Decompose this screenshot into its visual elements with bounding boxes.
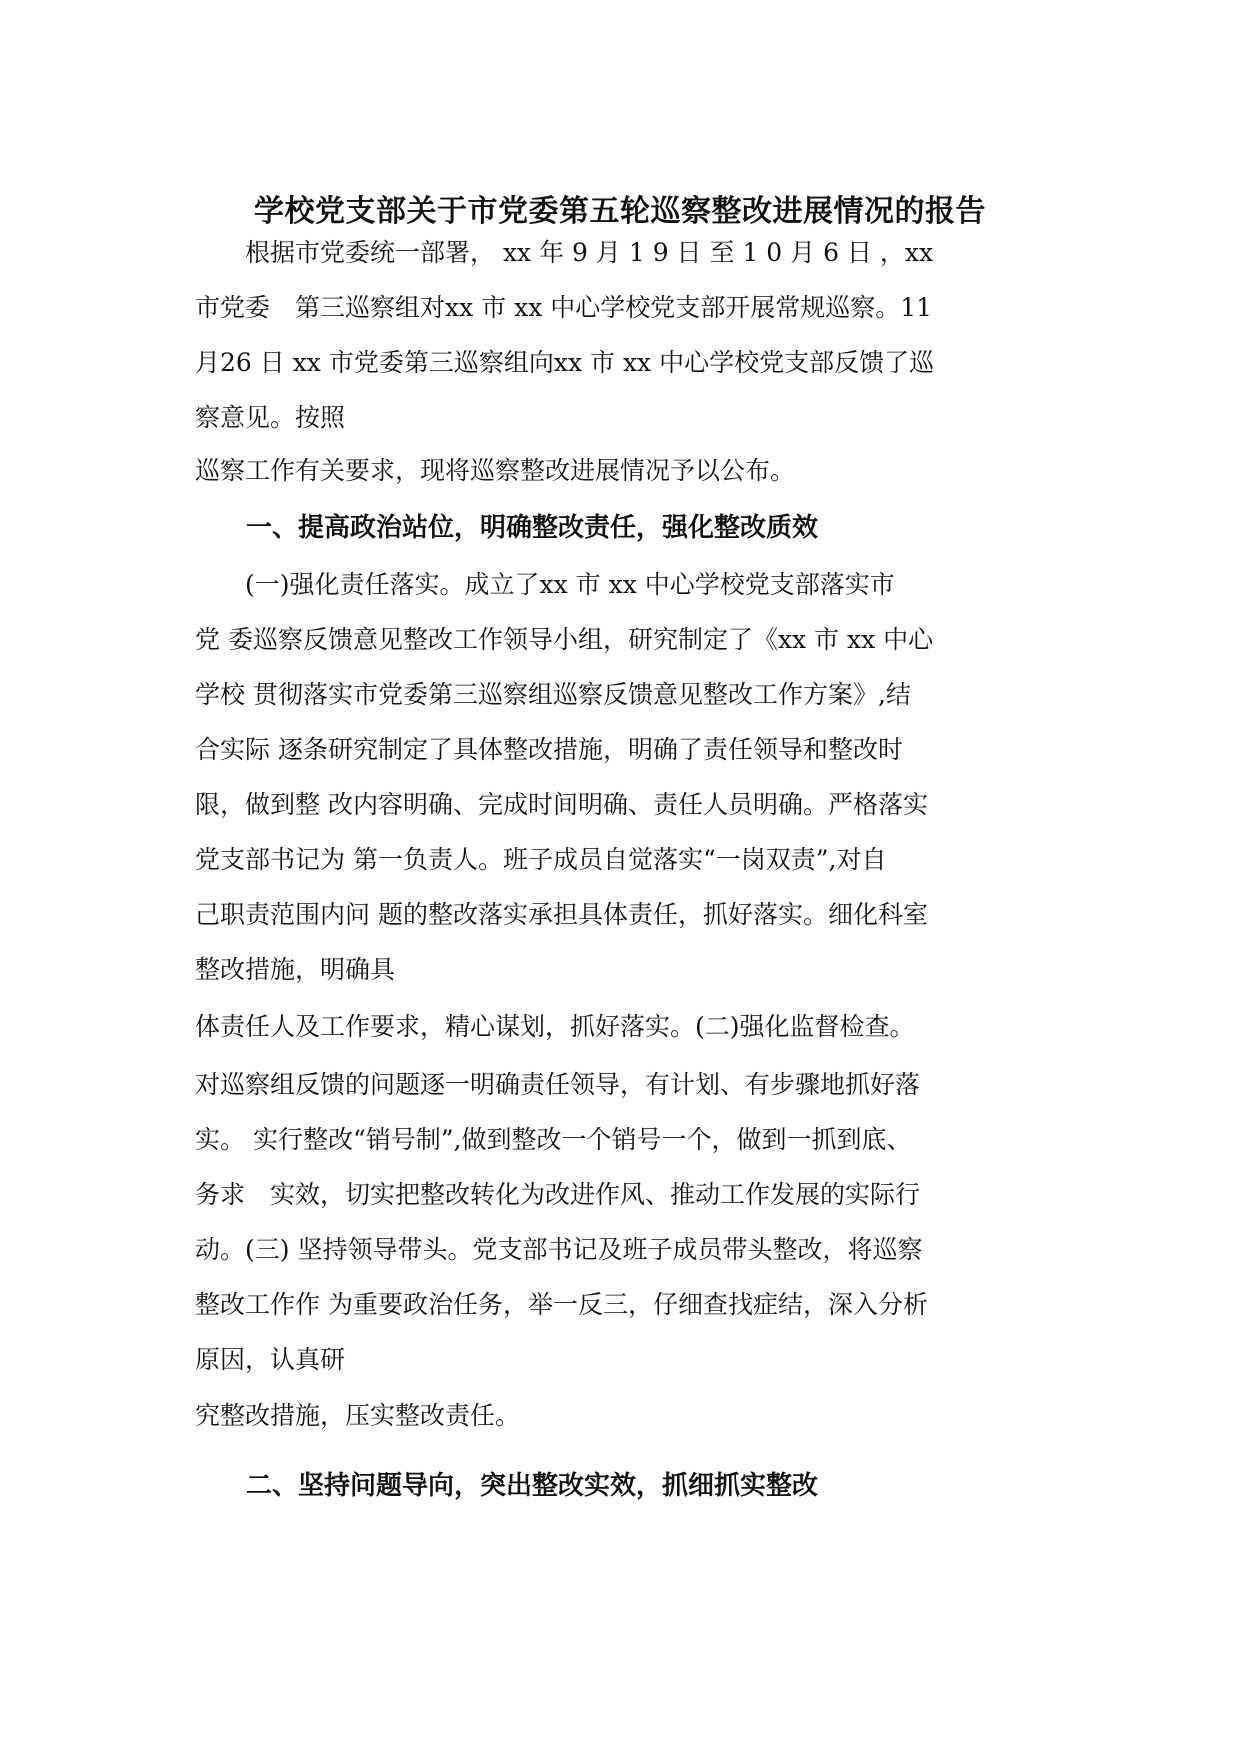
paragraph-line: 限，做到整 改内容明确、完成时间明确、责任人员明确。严格落实 [195, 790, 928, 819]
paragraph-line: 原因，认真研 [195, 1345, 346, 1374]
paragraph-line: 己职责范围内问 题的整改落实承担具体责任，抓好落实。细化科室 [195, 900, 928, 929]
document-title: 学校党支部关于市党委第五轮巡察整改进展情况的报告 [254, 194, 986, 229]
paragraph-line: 务求 实效，切实把整改转化为改进作风、推动工作发展的实际行 [195, 1180, 921, 1209]
paragraph-line: 月26 日 xx 市党委第三巡察组向xx 市 xx 中心学校党支部反馈了巡 [195, 348, 935, 377]
paragraph-line: 整改工作作 为重要政治任务，举一反三，仔细查找症结，深入分析 [195, 1290, 928, 1319]
paragraph-line: 对巡察组反馈的问题逐一明确责任领导，有计划、有步骤地抓好落 [195, 1070, 921, 1099]
section-heading: 一、提高政治站位，明确整改责任，强化整改质效 [246, 513, 819, 543]
paragraph-line: 党 委巡察反馈意见整改工作领导小组，研究制定了《xx 市 xx 中心 [195, 625, 934, 654]
paragraph-line: 察意见。按照 [195, 403, 346, 432]
paragraph-line: 市党委 第三巡察组对xx 市 xx 中心学校党支部开展常规巡察。11 [195, 293, 933, 322]
paragraph-line: 实。 实行整改“销号制”,做到整改一个销号一个，做到一抓到底、 [195, 1125, 912, 1154]
paragraph-line: 究整改措施，压实整改责任。 [195, 1401, 521, 1430]
paragraph-line: 体责任人及工作要求，精心谋划，抓好落实。(二)强化监督检查。 [195, 1012, 915, 1041]
paragraph-line: 根据市党委统一部署， xx 年 9 月 1 9 日 至 1 0 月 6 日 ，xx [195, 238, 934, 267]
section-heading: 二、坚持问题导向，突出整改实效，抓细抓实整改 [246, 1471, 819, 1501]
paragraph-line: 学校 贯彻落实市党委第三巡察组巡察反馈意见整改工作方案》,结 [195, 680, 911, 709]
paragraph-line: 整改措施，明确具 [195, 955, 396, 984]
paragraph-line: 党支部书记为 第一负责人。班子成员自觉落实“一岗双责”,对自 [195, 845, 887, 874]
paragraph-line: (一)强化责任落实。成立了xx 市 xx 中心学校党支部落实市 [195, 570, 895, 599]
paragraph-line: 合实际 逐条研究制定了具体整改措施，明确了责任领导和整改时 [195, 735, 903, 764]
paragraph-line: 巡察工作有关要求，现将巡察整改进展情况予以公布。 [195, 456, 796, 485]
paragraph-line: 动。(三) 坚持领导带头。党支部书记及班子成员带头整改，将巡察 [195, 1235, 923, 1264]
